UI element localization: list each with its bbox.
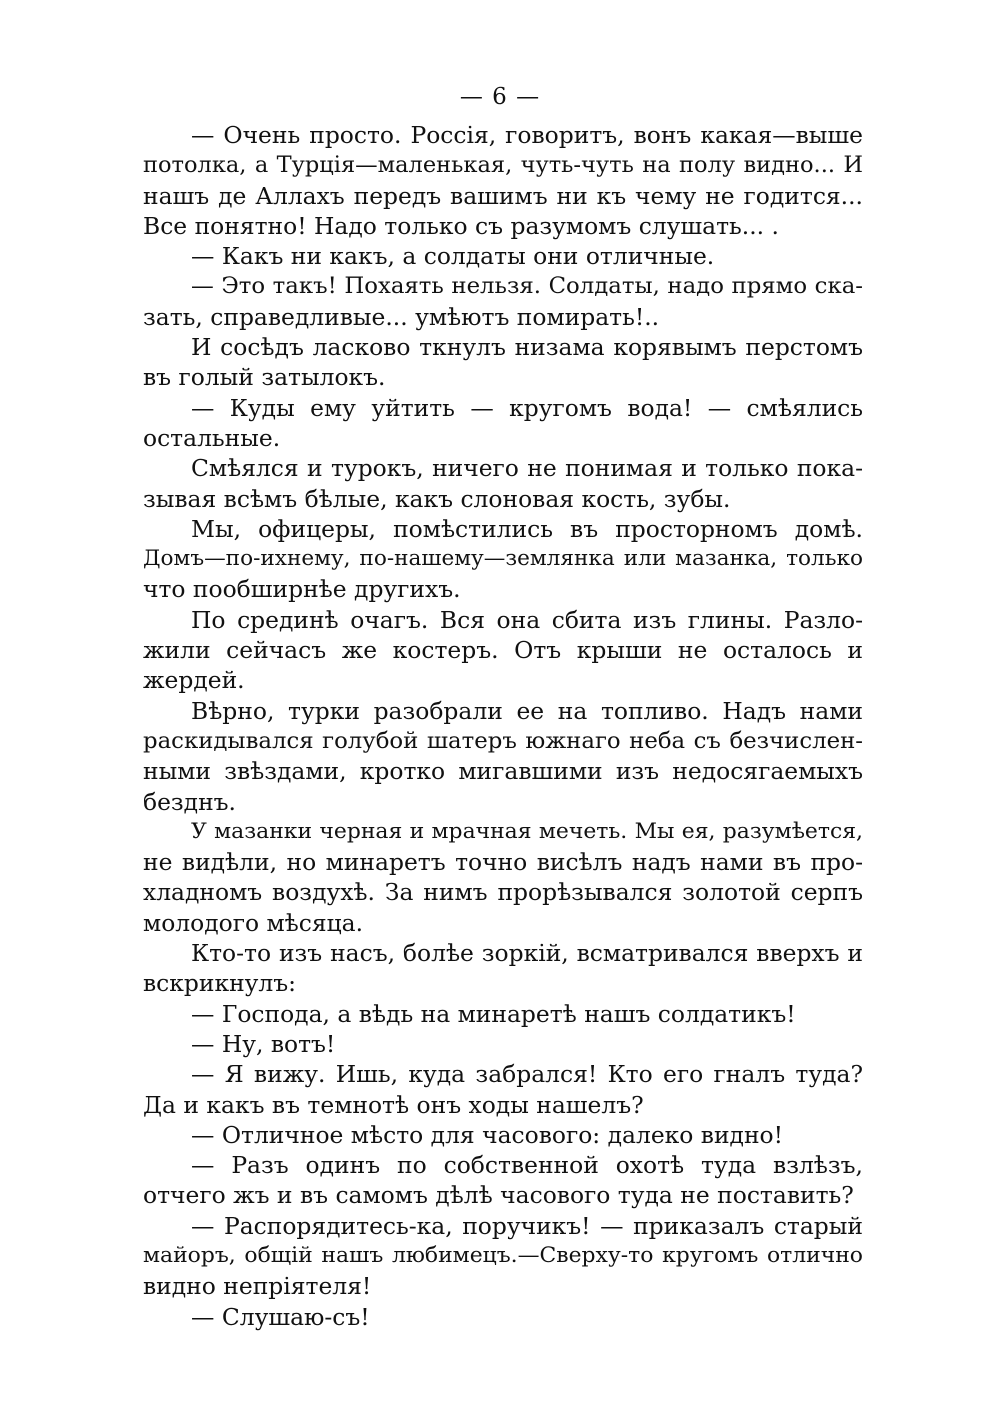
text-line: Все понятно! Надо только съ разумомъ слушать... . bbox=[143, 211, 779, 240]
text-line: Да и какъ въ темнотѣ онъ ходы нашелъ? bbox=[143, 1090, 644, 1119]
text-line: Смѣялся и турокъ, ничего не понимая и только пока- bbox=[191, 454, 863, 483]
text-line: въ голый затылокъ. bbox=[143, 363, 386, 392]
text-line: — Ну, вотъ! bbox=[191, 1029, 336, 1058]
text-line: майоръ, общій нашъ любимецъ.—Сверху-то кругомъ отлично bbox=[143, 1242, 863, 1268]
text-line: — Господа, а вѣдь на минаретѣ нашъ солдатикъ! bbox=[191, 999, 796, 1028]
text-line: — Очень просто. Россія, говоритъ, вонъ какая—выше bbox=[191, 121, 863, 149]
text-line: видно непріятеля! bbox=[143, 1272, 372, 1301]
text-line: молодого мѣсяца. bbox=[143, 908, 364, 937]
text-line: потолка, а Турція—маленькая, чуть-чуть на полу видно... И bbox=[143, 152, 863, 179]
text-line: — Какъ ни какъ, а солдаты они отличные. bbox=[191, 242, 715, 271]
text-line: зать, справедливые... умѣютъ помирать!.. bbox=[143, 302, 660, 331]
text-line: ными звѣздами, кротко мигавшими изъ недосягаемыхъ bbox=[143, 757, 863, 786]
text-line: — Распорядитесь-ка, поручикъ! — приказалъ старый bbox=[191, 1211, 863, 1240]
text-line: И сосѣдъ ласково ткнулъ низама корявымъ перстомъ bbox=[191, 333, 863, 362]
text-line: зывая всѣмъ бѣлые, какъ слоновая кость, зубы. bbox=[143, 484, 731, 513]
text-line: жердей. bbox=[143, 666, 245, 695]
text-line: Вѣрно, турки разобрали ее на топливо. Надъ нами bbox=[191, 696, 863, 725]
text-line: хладномъ воздухѣ. За нимъ прорѣзывался золотой серпъ bbox=[143, 878, 863, 907]
text-line: — Я вижу. Ишь, куда забрался! Кто его гналъ туда? bbox=[191, 1060, 863, 1089]
text-line: безднъ. bbox=[143, 787, 236, 816]
text-line: остальные. bbox=[143, 423, 281, 452]
text-line: У мазанки черная и мрачная мечеть. Мы ея, разумѣется, bbox=[191, 818, 863, 844]
text-line: — Слушаю-съ! bbox=[191, 1302, 370, 1331]
text-line: что пообширнѣе другихъ. bbox=[143, 575, 461, 604]
text-line: Кто-то изъ насъ, болѣе зоркій, всматривался вверхъ и bbox=[191, 939, 863, 968]
text-line: нашъ де Аллахъ передъ вашимъ ни къ чему не годится... bbox=[143, 181, 863, 210]
body-text bbox=[143, 120, 863, 1332]
page-number: — 6 — bbox=[459, 84, 541, 110]
text-line: жили сейчасъ же костеръ. Отъ крыши не осталось и bbox=[143, 636, 863, 665]
text-line: не видѣли, но минаретъ точно висѣлъ надъ нами въ про- bbox=[143, 848, 863, 877]
text-line: Домъ—по-ихнему, по-нашему—землянка или мазанка, только bbox=[143, 546, 863, 572]
text-line: — Разъ одинъ по собственной охотѣ туда взлѣзъ, bbox=[191, 1151, 863, 1180]
text-line: — Это такъ! Похаять нельзя. Солдаты, надо прямо ска- bbox=[191, 273, 863, 300]
text-line: отчего жъ и въ самомъ дѣлѣ часового туда не поставить? bbox=[143, 1181, 854, 1210]
text-line: — Отличное мѣсто для часового: далеко видно! bbox=[191, 1120, 784, 1149]
text-line: вскрикнулъ: bbox=[143, 969, 297, 998]
text-line: раскидывался голубой шатеръ южнаго неба съ безчислен- bbox=[143, 727, 863, 754]
text-line: — Куды ему уйтить — кругомъ вода! — смѣялись bbox=[191, 393, 863, 422]
text-line: По срединѣ очагъ. Вся она сбита изъ глины. Разло- bbox=[191, 605, 863, 634]
text-line: Мы, офицеры, помѣстились въ просторномъ домѣ. bbox=[191, 514, 863, 543]
